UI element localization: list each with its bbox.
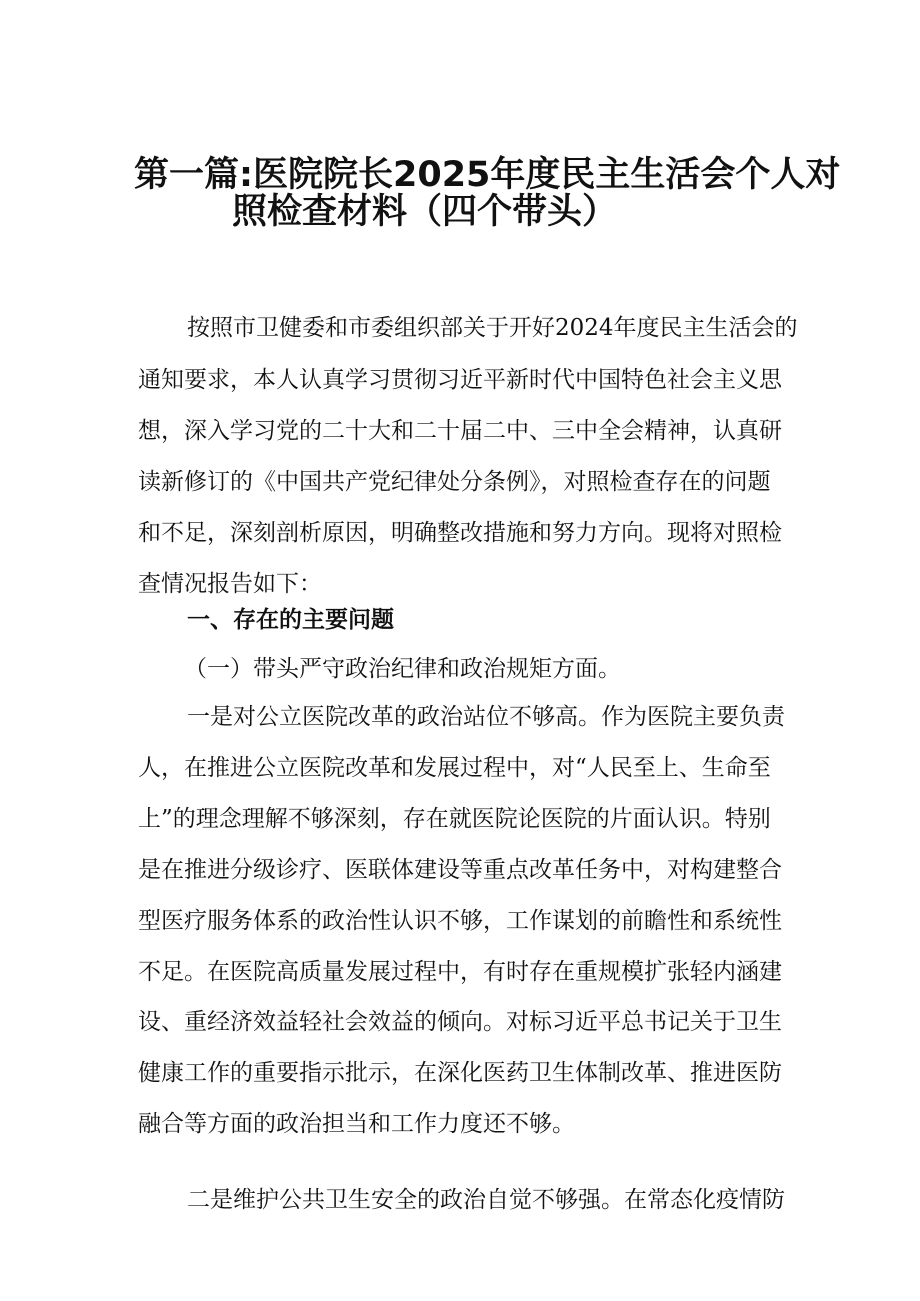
paragraph-line: 型医疗服务体系的政治性认识不够，工作谋划的前瞻性和系统性 [138, 908, 782, 934]
intro-line: 通知要求，本人认真学习贯彻习近平新时代中国特色社会主义思 [138, 367, 782, 393]
paragraph-line: 健康工作的重要指示批示，在深化医药卫生体制改革、推进医防 [138, 1060, 782, 1086]
document-title-line-2: 照检查材料（四个带头） [232, 192, 618, 232]
subsection-heading: （一）带头严守政治纪律和政治规矩方面。 [184, 656, 621, 682]
intro-line: 按照市卫健委和市委组织部关于开好2024年度民主生活会的 [187, 315, 798, 341]
paragraph-line: 人，在推进公立医院改革和发展过程中，对“人民至上、生命至 [138, 755, 771, 781]
section-heading: 一、存在的主要问题 [187, 607, 394, 633]
intro-line: 和不足，深刻剖析原因，明确整改措施和努力方向。现将对照检 [138, 520, 782, 546]
paragraph-line: 二是维护公共卫生安全的政治自觉不够强。在常态化疫情防 [187, 1187, 785, 1213]
intro-line: 查情况报告如下： [138, 571, 322, 597]
paragraph-line: 上”的理念理解不够深刻，存在就医院论医院的片面认识。特别 [138, 806, 771, 832]
document-title-line-1: 第一篇:医院院长2025年度民主生活会个人对 [134, 155, 841, 195]
intro-line: 读新修订的《中国共产党纪律处分条例》，对照检查存在的问题 [138, 469, 771, 495]
paragraph-line: 不足。在医院高质量发展过程中，有时存在重规模扩张轻内涵建 [138, 959, 782, 985]
intro-line: 想，深入学习党的二十大和二十届二中、三中全会精神，认真研 [138, 418, 782, 444]
paragraph-line: 一是对公立医院改革的政治站位不够高。作为医院主要负责 [187, 704, 785, 730]
paragraph-line: 设、重经济效益轻社会效益的倾向。对标习近平总书记关于卫生 [138, 1009, 782, 1035]
paragraph-line: 是在推进分级诊疗、医联体建设等重点改革任务中，对构建整合 [138, 857, 782, 883]
paragraph-line: 融合等方面的政治担当和工作力度还不够。 [138, 1111, 575, 1137]
